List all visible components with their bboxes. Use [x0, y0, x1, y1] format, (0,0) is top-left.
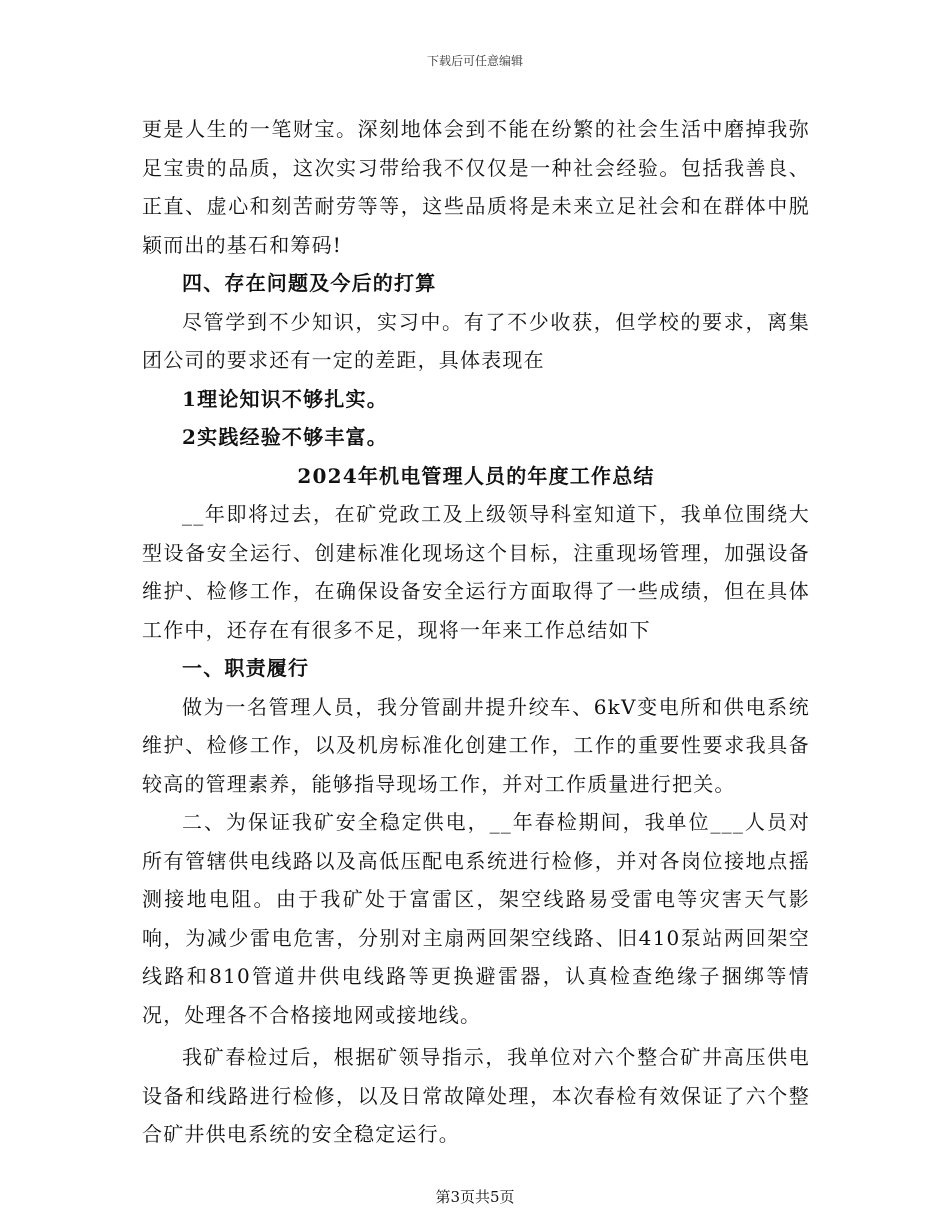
paragraph-spring-inspection: 我矿春检过后，根据矿领导指示，我单位对六个整合矿井高压供电设备和线路进行检修，以及日常故障处理，本次春检有效保证了六个整合矿井供电系统的安全稳定运行。 — [142, 1045, 810, 1146]
paragraph-problems: 尽管学到不少知识，实习中。有了不少收获，但学校的要求，离集团公司的要求还有一定的差距，具体表现在 — [142, 309, 810, 372]
document-title: 2024年机电管理人员的年度工作总结 — [297, 463, 655, 488]
paragraph-power-supply: 二、为保证我矿安全稳定供电，__年春检期间，我单位___人员对所有管辖供电线路以及高低压配电系统进行检修，并对各岗位接地点摇测接地电阻。由于我矿处于富雷区，架空线路易受雷电等灾害天气影响，为减少雷电危害，分别对主扇两回架空线路、旧410泵站两回架空线路和810管道井供电线路等更换避雷器，认真检查绝缘子捆绑等情况，处理各不合格接地网或接地线。 — [142, 810, 810, 1027]
paragraph-duties: 做为一名管理人员，我分管副井提升绞车、6kV变电所和供电系统维护、检修工作，以及机房标准化创建工作，工作的重要性要求我具备较高的管理素养，能够指导现场工作，并对工作质量进行把关。 — [142, 694, 810, 796]
list-item-theory: 1理论知识不够扎实。 — [182, 386, 388, 411]
list-item-practice: 2实践经验不够丰富。 — [182, 425, 388, 449]
paragraph-intro: __年即将过去，在矿党政工及上级领导科室知道下，我单位围绕大型设备安全运行、创建标准化现场这个目标，注重现场管理，加强设备维护、检修工作，在确保设备安全运行方面取得了一些成绩，但在具体工作中，还存在有很多不足，现将一年来工作总结如下 — [142, 502, 810, 642]
page-header: 下载后可任意编辑 — [426, 54, 523, 68]
page-footer: 第3页共5页 — [435, 1188, 515, 1206]
document-body — [142, 110, 810, 1154]
paragraph-continuation: 更是人生的一笔财宝。深刻地体会到不能在纷繁的社会生活中磨掉我弥足宝贵的品质，这次实习带给我不仅仅是一种社会经验。包括我善良、正直、虚心和刻苦耐劳等等，这些品质将是未来立足社会和在群体中脱颖而出的基石和筹码! — [142, 117, 810, 257]
section-heading-duties: 一、职责履行 — [182, 656, 310, 680]
section-heading-problems: 四、存在问题及今后的打算 — [182, 271, 437, 295]
